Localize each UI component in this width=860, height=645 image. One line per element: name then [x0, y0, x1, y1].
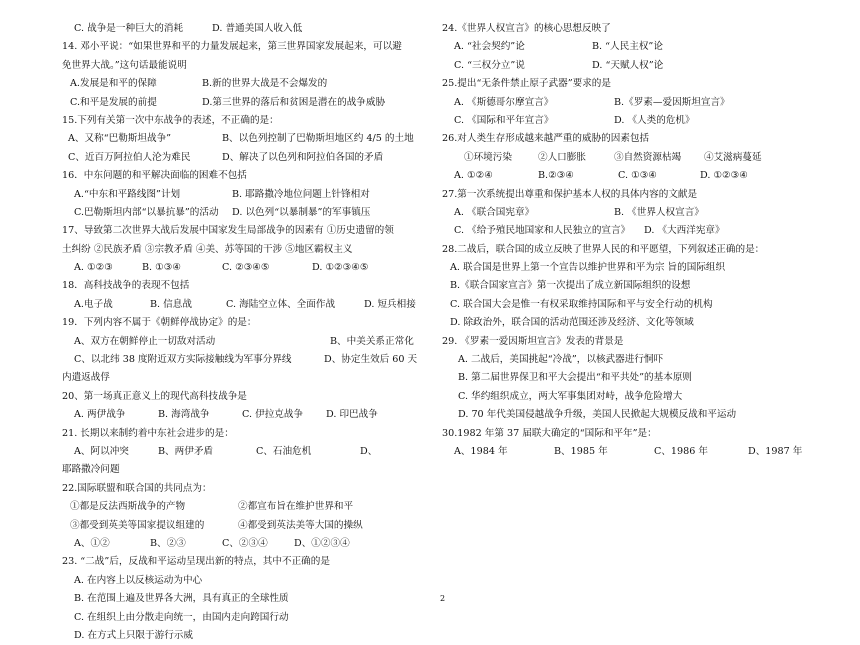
text-line	[442, 277, 812, 295]
option-text: C、以北纬 38 度附近双方实际接触线为军事分界线	[74, 354, 292, 366]
text-line	[442, 130, 812, 148]
line-text: 21. 长期以来制约着中东社会进步的是：	[62, 427, 234, 439]
text-line	[442, 186, 812, 204]
option-text: C、1986 年	[654, 445, 708, 457]
option-text: C、石油危机	[256, 445, 312, 457]
text-line	[62, 535, 430, 553]
option-text: D. 《大西洋宪章》	[644, 225, 725, 237]
line-text: A. 在内容上以反核运动为中心	[74, 574, 203, 586]
option-text: C. 海陆空立体、全面作战	[226, 298, 336, 310]
text-line	[442, 222, 812, 240]
text-line	[442, 75, 812, 93]
option-text: D. 普通美国人收入低	[212, 23, 303, 34]
text-line	[62, 222, 430, 240]
option-text: C.巴勒斯坦内部“以暴抗暴”的活动	[74, 206, 219, 218]
option-text: D、协定生效后 60 天	[324, 354, 418, 366]
line-text: 土纠纷 ②民族矛盾 ③宗教矛盾 ④美、苏等国的干涉 ⑤地区霸权主义	[62, 243, 353, 255]
text-line	[442, 296, 812, 314]
text-line	[62, 590, 430, 608]
text-line	[62, 406, 430, 424]
text-line	[62, 369, 430, 387]
line-text: C. 联合国大会是惟一有权采取维持国际和平与安全行动的机构	[450, 298, 713, 310]
line-text: D. 除政治外，联合国的活动范围还涉及经济、文化等领域	[450, 317, 694, 329]
option-text: B.《罗素—爱因斯坦宣言》	[614, 96, 730, 108]
page-number: 2	[440, 594, 446, 603]
text-line	[442, 38, 812, 56]
option-text: B. “人民主权”论	[592, 41, 663, 53]
option-text: B. ①③④	[142, 262, 181, 274]
line-text: 15.下列有关第一次中东战争的表述，不正确的是：	[62, 114, 279, 126]
text-line	[442, 388, 812, 406]
option-text: C. 《给予殖民地国家和人民独立的宣言》	[454, 225, 631, 237]
line-text: 23. “二战”后，反战和平运动呈现出新的特点，其中不正确的是	[62, 556, 330, 568]
text-line	[62, 314, 430, 332]
option-text: A.发展是和平的保障	[70, 78, 157, 90]
text-line	[442, 443, 812, 461]
text-line	[442, 149, 812, 167]
option-text: C、近百万阿拉伯人沦为难民	[68, 151, 191, 163]
line-text: 免世界大战。”这句话最能说明	[62, 59, 187, 71]
option-text: D、①②③④	[294, 537, 350, 549]
option-text: B. 《世界人权宣言》	[614, 206, 704, 218]
text-line	[62, 425, 430, 443]
option-text: ②人口膨胀	[538, 151, 586, 163]
text-line	[62, 572, 430, 590]
line-text: 22.国际联盟和联合国的共同点为：	[62, 482, 212, 494]
option-text: D. 《人类的危机》	[614, 114, 695, 126]
option-text: D. 印巴战争	[326, 409, 378, 421]
option-text: A. 《斯德哥尔摩宣言》	[454, 96, 554, 108]
line-text: 14. 邓小平说：“如果世界和平的力量发展起来，第三世界国家发展起来，可以避	[62, 41, 402, 53]
option-text: B.新的世界大战是不会爆发的	[202, 78, 328, 90]
text-line	[442, 167, 812, 185]
option-text: A、双方在朝鲜停止一切敌对活动	[74, 335, 216, 347]
line-text: 29. 《罗素一爱因斯坦宣言》发表的背景是	[442, 335, 624, 347]
option-text: A. “社会契约”论	[454, 41, 525, 53]
text-line	[62, 443, 430, 461]
line-text: B. 在范围上遍及世界各大洲，具有真正的全球性质	[74, 593, 289, 605]
option-text: B. 海湾战争	[158, 409, 210, 421]
line-text: 耶路撒冷问题	[62, 464, 120, 476]
text-line	[62, 241, 430, 259]
option-text: C.和平是发展的前提	[70, 96, 157, 108]
right-column	[442, 20, 812, 461]
option-text: D. 短兵相接	[364, 298, 416, 310]
option-text: B、以色列控制了巴勒斯坦地区约 4/5 的土地	[222, 133, 414, 145]
option-text: D. “天赋人权”论	[592, 59, 664, 71]
option-text: ③都受到英美等国家提议组建的	[70, 519, 205, 531]
text-line	[442, 241, 812, 259]
text-line	[442, 94, 812, 112]
text-line	[62, 333, 430, 351]
text-line	[62, 130, 430, 148]
line-text: 30.1982 年第 37 届联大确定的“国际和平年”是：	[442, 427, 657, 439]
text-line	[62, 461, 430, 479]
line-text: A. 二战后，美国挑起“冷战”，以核武器进行恫吓	[458, 354, 664, 366]
text-line	[442, 425, 812, 443]
text-line	[62, 296, 430, 314]
line-text: 19．下列内容不属于《朝鲜停战协定》的是：	[62, 317, 257, 329]
text-line	[442, 351, 812, 369]
text-line	[62, 553, 430, 571]
option-text: ①环境污染	[464, 151, 512, 163]
text-line	[442, 333, 812, 351]
option-text: B. 耶路撒冷地位问题上针锋相对	[232, 188, 370, 200]
line-text: B. 第二届世界保卫和平大会提出“和平共处”的基本原则	[458, 372, 693, 384]
text-line	[62, 112, 430, 130]
option-text: C、②③④	[222, 537, 268, 549]
text-line	[62, 627, 430, 645]
line-text: 26.对人类生存形成越来越严重的威胁的因素包括	[442, 133, 650, 145]
option-text: A、又称“巴勒斯坦战争”	[68, 133, 172, 145]
text-line	[62, 149, 430, 167]
text-line	[442, 259, 812, 277]
line-text: C. 华约组织成立，两大军事集团对峙，战争危险增大	[458, 390, 683, 402]
line-text: D. 70 年代美国侵越战争升级，美国人民掀起大规模反战和平运动	[458, 409, 737, 421]
text-line	[62, 351, 430, 369]
left-column	[62, 20, 430, 645]
line-text: 内遣返战俘	[62, 372, 110, 384]
line-text: 20、第一场真正意义上的现代高科技战争是	[62, 390, 247, 402]
text-line	[62, 388, 430, 406]
option-text: C. 战争是一种巨大的消耗	[74, 23, 184, 34]
option-text: ①都是反法西斯战争的产物	[70, 501, 186, 513]
option-text: ④艾滋病蔓延	[704, 151, 762, 163]
option-text: B、②③	[150, 537, 186, 549]
option-text: B.②③④	[538, 170, 574, 182]
option-text: ④都受到英法美等大国的操纵	[238, 519, 363, 531]
text-line	[62, 480, 430, 498]
option-text: A.“中东和平路线图”计划	[74, 188, 181, 200]
text-line	[62, 259, 430, 277]
option-text: B、两伊矛盾	[158, 445, 214, 457]
text-line	[62, 94, 430, 112]
option-text: C. ②③④⑤	[222, 262, 270, 274]
option-text: A、阿以冲突	[74, 445, 129, 457]
text-line	[62, 517, 430, 535]
line-text: 27.第一次系统提出尊重和保护基本人权的具体内容的文献是	[442, 188, 698, 200]
option-text: C. “三权分立”说	[454, 59, 525, 71]
option-text: A. ①②④	[454, 170, 493, 182]
text-line	[62, 38, 430, 56]
option-text: A. 两伊战争	[74, 409, 126, 421]
text-line	[442, 314, 812, 332]
text-line	[442, 20, 812, 38]
option-text: B. 信息战	[150, 298, 192, 310]
option-text: C. ①③④	[618, 170, 657, 182]
text-line	[62, 75, 430, 93]
line-text: 24.《世界人权宣言》的核心思想反映了	[442, 23, 611, 34]
option-text: A.电子战	[74, 298, 113, 310]
option-text: C. 伊拉克战争	[242, 409, 304, 421]
line-text: D. 在方式上只限于游行示威	[74, 629, 193, 641]
option-text: ②都宣布旨在维护世界和平	[238, 501, 354, 513]
text-line	[62, 57, 430, 75]
line-text: C. 在组织上由分散走向统一，由国内走向跨国行动	[74, 611, 289, 623]
line-text: A. 联合国是世界上第一个宣告以维护世界和平为宗 旨的国际组织	[450, 262, 726, 274]
text-line	[442, 369, 812, 387]
option-text: A、1984 年	[454, 445, 508, 457]
text-line	[62, 277, 430, 295]
option-text: D. ①②③④⑤	[312, 262, 369, 274]
line-text: 28.二战后，联合国的成立反映了世界人民的和平愿望，下列叙述正确的是：	[442, 243, 765, 255]
text-line	[442, 112, 812, 130]
option-text: D、	[360, 445, 378, 457]
line-text: 25.提出“无条件禁止原子武器”要求的是	[442, 78, 611, 90]
option-text: A. 《联合国宪章》	[454, 206, 535, 218]
option-text: C. 《国际和平年宣言》	[454, 114, 554, 126]
option-text: A、①②	[74, 537, 110, 549]
option-text: D. 以色列“以暴制暴”的军事镇压	[232, 206, 371, 218]
text-line	[62, 609, 430, 627]
option-text: D. ①②③④	[700, 170, 748, 182]
option-text: D、解决了以色列和阿拉伯各国的矛盾	[222, 151, 384, 163]
line-text: 16．中东问题的和平解决面临的困难不包括	[62, 170, 247, 182]
text-line	[442, 204, 812, 222]
text-line	[62, 20, 430, 38]
text-line	[62, 204, 430, 222]
text-line	[62, 186, 430, 204]
line-text: 18．高科技战争的表现不包括	[62, 280, 190, 292]
option-text: D、1987 年	[748, 445, 803, 457]
text-line	[62, 167, 430, 185]
option-text: A. ①②③	[74, 262, 113, 274]
text-line	[442, 406, 812, 424]
text-line	[62, 498, 430, 516]
option-text: D.第三世界的落后和贫困是潜在的战争威胁	[202, 96, 386, 108]
option-text: B、中美关系正常化	[330, 335, 414, 347]
option-text: B、1985 年	[554, 445, 608, 457]
text-line	[442, 57, 812, 75]
line-text: B.《联合国家宣言》第一次提出了成立新国际组织的设想	[450, 280, 691, 292]
option-text: ③自然资源枯竭	[614, 151, 682, 163]
line-text: 17、导致第二次世界大战后发展中国家发生局部战争的因素有 ①历史遗留的领	[62, 225, 394, 237]
